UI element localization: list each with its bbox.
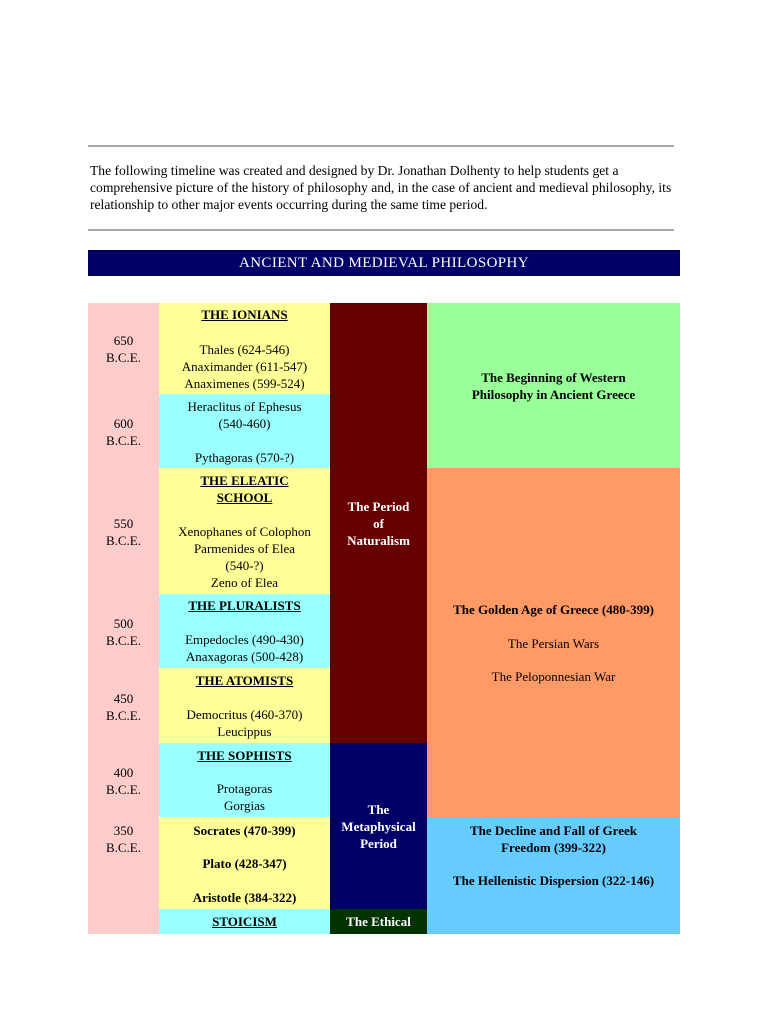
metaphysical-period-label: The Metaphysical Period (341, 802, 416, 851)
philosopher-socrates: Socrates (470-399) (193, 823, 296, 838)
year-550: 550 B.C.E. (105, 516, 142, 548)
ionians-philosophers (159, 341, 330, 392)
sophists-heading: THE SOPHISTS (197, 748, 292, 763)
philosopher-aristotle: Aristotle (384-322) (192, 890, 297, 905)
top-rule (88, 145, 674, 147)
hellenistic-label: The Hellenistic Dispersion (322-146) (452, 873, 655, 888)
persian-wars-label: The Persian Wars (507, 636, 600, 651)
timeline-banner: ANCIENT AND MEDIEVAL PHILOSOPHY (88, 250, 680, 276)
intro-bottom-rule (88, 229, 674, 231)
pluralists-heading: THE PLURALISTS (188, 598, 301, 613)
philosopher-thales: Thales (624-546) (199, 342, 290, 357)
naturalism-period-label: The Period of Naturalism (347, 499, 410, 548)
year-350: 350 B.C.E. (105, 823, 142, 855)
philosopher-anaximenes: Anaximenes (599-524) (184, 376, 305, 391)
philosopher-anaximander: Anaximander (611-547) (181, 359, 308, 374)
eleatic-heading: THE ELEATIC SCHOOL (200, 473, 289, 505)
year-500: 500 B.C.E. (105, 616, 142, 648)
stoicism-heading: STOICISM (212, 914, 277, 929)
peloponnesian-war-label: The Peloponnesian War (491, 669, 616, 684)
beginning-event-label: The Beginning of Western Philosophy in Ancient Greece (471, 370, 636, 402)
pythagoras-text: Pythagoras (570-?) (194, 450, 295, 465)
ethical-period-label: The Ethical (346, 914, 411, 929)
philosopher-plato: Plato (428-347) (202, 856, 287, 871)
decline-event-label: The Decline and Fall of Greek Freedom (399-322) (470, 823, 637, 855)
year-600: 600 B.C.E. (105, 416, 142, 448)
heraclitus-text: Heraclitus of Ephesus (540-460) (187, 399, 302, 431)
year-400: 400 B.C.E. (105, 765, 142, 797)
ionians-heading: THE IONIANS (201, 307, 288, 322)
intro-paragraph: The following timeline was created and designed by Dr. Jonathan Dolhenty to help students get a comprehensive picture of the history of philosophy and, in the case of ancient and medieval philosophy, its relationship to other major events occurring during the same time period. (90, 163, 672, 212)
atomists-heading: THE ATOMISTS (195, 673, 294, 688)
pluralists-philosophers: Empedocles (490-430) Anaxagoras (500-428) (185, 632, 304, 664)
atomists-philosophers: Democritus (460-370) Leucippus (186, 707, 303, 739)
year-650: 650 B.C.E. (105, 333, 142, 365)
eleatic-philosophers: Xenophanes of Colophon Parmenides of Elea (540-?) Zeno of Elea (178, 524, 311, 590)
sophists-philosophers: Protagoras Gorgias (216, 781, 273, 813)
golden-age-label: The Golden Age of Greece (480-399) (453, 602, 654, 617)
year-450: 450 B.C.E. (105, 691, 142, 723)
